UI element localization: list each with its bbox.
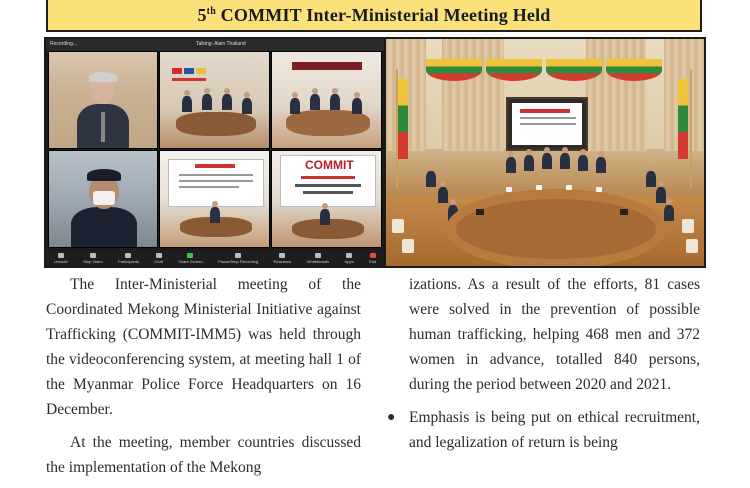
video-tile-room-b [159,51,270,149]
vc-share-screen: Share Screen [178,253,202,264]
article-column-right [387,272,700,455]
vc-stop-video: Stop Video [83,253,103,264]
share-screen-icon [187,253,193,258]
conference-table [446,189,666,266]
flagpole-right [690,69,692,189]
bullet-text: Emphasis is being put on ethical recruitment, and legalization of return is being [409,409,700,451]
slide-title: COMMIT [305,158,354,172]
video-tile-speaker [48,51,158,149]
vc-end: End [369,253,376,264]
article-bullet-item [387,405,700,455]
article-paragraph-2: At the meeting, member countries discussed the implementation of the Mekong [46,434,361,476]
article-paragraph-1: The Inter-Ministerial meeting of the Coordinated Mekong Ministerial Initiative against Trafficking (COMMIT-IMM5) was held through the videoconferencing system, at meeting hall 1 of the Myanmar Police Force Headquarters on 16 December. [46,276,361,418]
microphone-icon [58,253,64,258]
apps-icon [346,253,352,258]
headline-title [197,5,550,26]
article-paragraph-3: izations. As a result of the efforts, 81 cases were solved in the prevention of possible human trafficking, helping 468 men and 372 women in advance, totalled 840 persons, during the period between 2020 and 2021. [409,276,700,393]
bunting-3 [546,59,602,81]
vc-unmute: Unmute [54,253,68,264]
headline-banner [46,0,702,32]
participants-icon [125,253,131,258]
speaker-label: Talking: Alain Thailand [196,41,246,47]
headline-number: 5 [197,4,207,25]
videoconference-screenshot [46,39,384,266]
vc-participants: Participants [118,253,139,264]
hall-screen [506,97,588,151]
curtain-mid-left [442,39,504,151]
bunting-2 [486,59,542,81]
article-column-left [46,272,361,488]
video-tile-officer [48,150,158,248]
vc-recording: Pause/Stop Recording [218,253,258,264]
whiteboard-icon [315,253,321,258]
chat-icon [156,253,162,258]
vc-toolbar [46,250,384,266]
bunting-1 [426,59,482,81]
recording-label: Recording... [50,41,77,47]
curtain-mid-right [586,39,646,151]
headline-text: COMMIT Inter-Ministerial Meeting Held [215,4,551,25]
meeting-hall-photo [384,39,704,266]
reactions-icon [279,253,285,258]
vc-chat: Chat [154,253,162,264]
headline-ordinal-suffix: th [206,5,216,17]
vc-apps: Apps [345,253,354,264]
article-photo [44,37,706,268]
record-icon [235,253,241,258]
video-tile-slide [159,150,270,248]
vc-reactions: Reactions [274,253,292,264]
vc-top-bar [46,39,384,51]
vc-whiteboards: Whiteboards [307,253,329,264]
flag-right [678,79,688,159]
bunting-4 [606,59,662,81]
flag-left [398,79,408,159]
camera-icon [90,253,96,258]
video-tile-commit-slide [271,150,382,248]
bullet-icon: ● [387,410,396,425]
end-call-icon [370,253,376,258]
video-tile-room-c [271,51,382,149]
